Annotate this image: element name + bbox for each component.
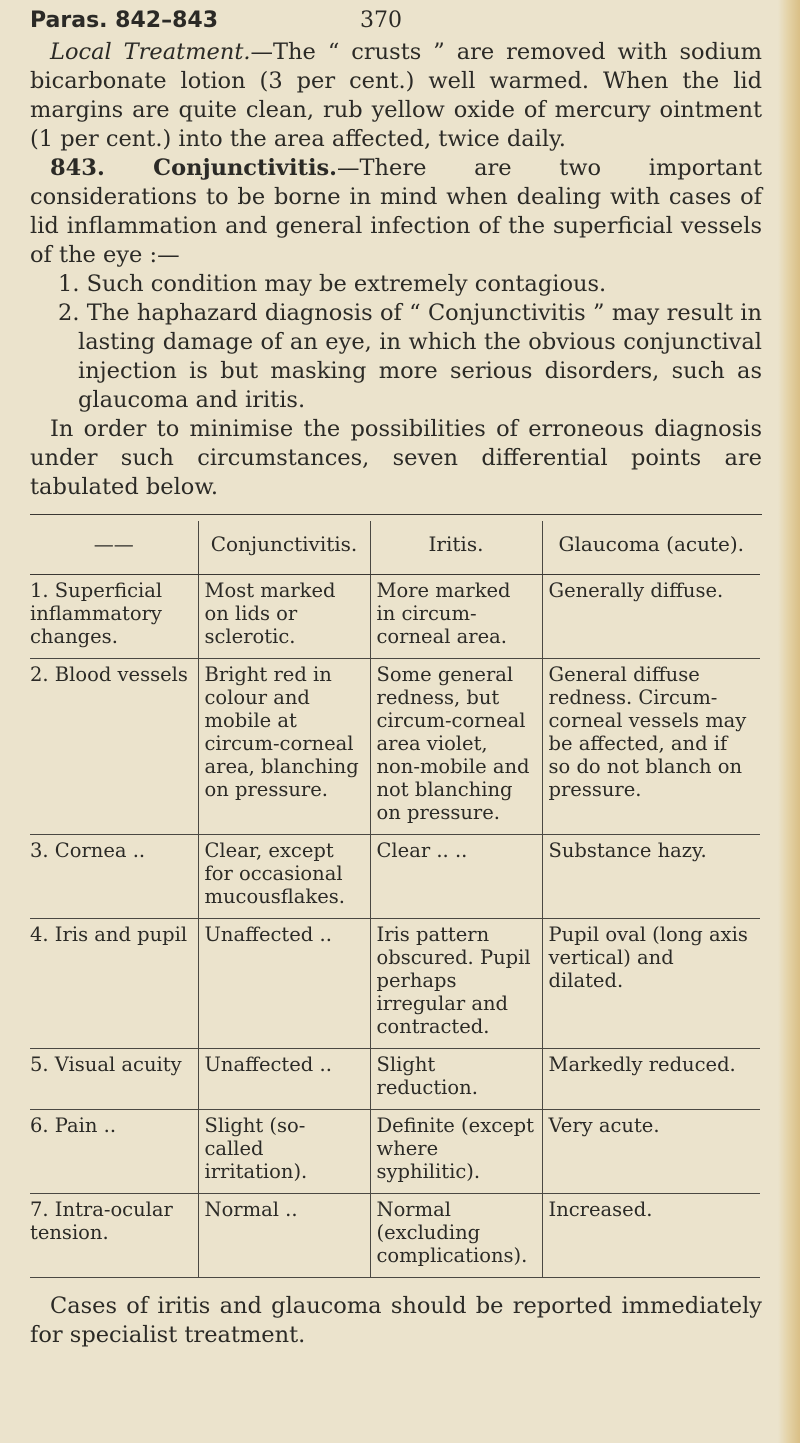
- table-row: [30, 575, 760, 659]
- table-top-rule: [30, 514, 762, 515]
- section-text: —There are two important considerations to be borne in mind when dealing with cases of lid inflammation and general infection of the superficial vessels of the eye :—: [30, 155, 762, 268]
- cell-iritis: Clear .. ..: [370, 835, 542, 919]
- cell-glaucoma: Substance hazy.: [542, 835, 760, 919]
- header-iritis: Iritis.: [370, 521, 542, 575]
- cell-conjunctivitis: Unaffected ..: [198, 1049, 370, 1110]
- cell-iritis: Normal (excluding complications).: [370, 1194, 542, 1278]
- local-treatment-text: —The “ crusts ” are removed with sodium bicarbonate lotion (3 per cent.) well warmed. When the lid margins are quite clean, rub yellow oxide of mercury ointment (1 per cent.) into the area affected, twice daily.: [30, 39, 762, 152]
- cell-conjunctivitis: Unaffected ..: [198, 919, 370, 1049]
- page-content: [30, 38, 762, 1350]
- cell-iritis: Iris pattern obscured. Pupil perhaps irregular and contracted.: [370, 919, 542, 1049]
- table-row: [30, 1194, 760, 1278]
- row-label: 7. Intra-ocular tension.: [30, 1198, 173, 1244]
- consideration-2: 2. The haphazard diagnosis of “ Conjunctivitis ” may result in lasting damage of an eye, in which the obvious conjunctival injection is but masking more serious disorders, such as glaucoma and iritis.: [58, 300, 762, 413]
- cell-iritis: More marked in circum-corneal area.: [370, 575, 542, 659]
- table-row: [30, 1110, 760, 1194]
- row-label: 1. Superficial inflammatory changes.: [30, 579, 163, 648]
- cell-conjunctivitis: Most marked on lids or sclerotic.: [198, 575, 370, 659]
- header-glaucoma: Glaucoma (acute).: [542, 521, 760, 575]
- row-label: 2. Blood vessels: [30, 663, 188, 686]
- consideration-1: 1. Such condition may be extremely contagious.: [58, 271, 607, 297]
- table-row: [30, 1049, 760, 1110]
- cell-glaucoma: Markedly reduced.: [542, 1049, 760, 1110]
- paragraph-reference: Paras. 842–843: [30, 8, 219, 33]
- table-intro: In order to minimise the possibilities of erroneous diagnosis under such circumstances, seven differential points are tabulated below.: [30, 416, 762, 500]
- cell-glaucoma: Generally diffuse.: [542, 575, 760, 659]
- local-treatment-heading: Local Treatment.: [50, 39, 251, 65]
- cell-glaucoma: Pupil oval (long axis vertical) and dilated.: [542, 919, 760, 1049]
- header-blank: ——: [30, 521, 198, 575]
- closing-paragraph: Cases of iritis and glaucoma should be reported immediately for specialist treatment.: [30, 1293, 762, 1348]
- cell-glaucoma: General diffuse redness. Circum-corneal vessels may be affected, and if so do not blanch on pressure.: [542, 659, 760, 835]
- header-conjunctivitis: Conjunctivitis.: [198, 521, 370, 575]
- page-number: 370: [360, 8, 402, 33]
- row-label: 4. Iris and pupil: [30, 923, 188, 946]
- conjunctivitis-paragraph: [30, 154, 762, 270]
- table-row: [30, 835, 760, 919]
- cell-conjunctivitis: Bright red in colour and mobile at circum-corneal area, blanching on pressure.: [198, 659, 370, 835]
- section-heading: 843. Conjunctivitis.: [50, 155, 337, 181]
- row-label: 5. Visual acuity: [30, 1053, 182, 1076]
- running-header: [30, 8, 770, 40]
- table-header-row: [30, 521, 760, 575]
- page-edge: [778, 0, 800, 1443]
- row-label: 6. Pain ..: [30, 1114, 117, 1137]
- local-treatment-paragraph: [30, 38, 762, 154]
- row-label: 3. Cornea ..: [30, 839, 146, 862]
- cell-iritis: Slight reduction.: [370, 1049, 542, 1110]
- table-row: [30, 659, 760, 835]
- differential-table: [30, 521, 760, 1278]
- cell-conjunctivitis: Normal ..: [198, 1194, 370, 1278]
- cell-conjunctivitis: Clear, except for occasional mucousflakes.: [198, 835, 370, 919]
- cell-glaucoma: Increased.: [542, 1194, 760, 1278]
- cell-iritis: Some general redness, but circum-corneal area violet, non-mobile and not blanching on pressure.: [370, 659, 542, 835]
- cell-glaucoma: Very acute.: [542, 1110, 760, 1194]
- cell-iritis: Definite (except where syphilitic).: [370, 1110, 542, 1194]
- cell-conjunctivitis: Slight (so-called irritation).: [198, 1110, 370, 1194]
- table-row: [30, 919, 760, 1049]
